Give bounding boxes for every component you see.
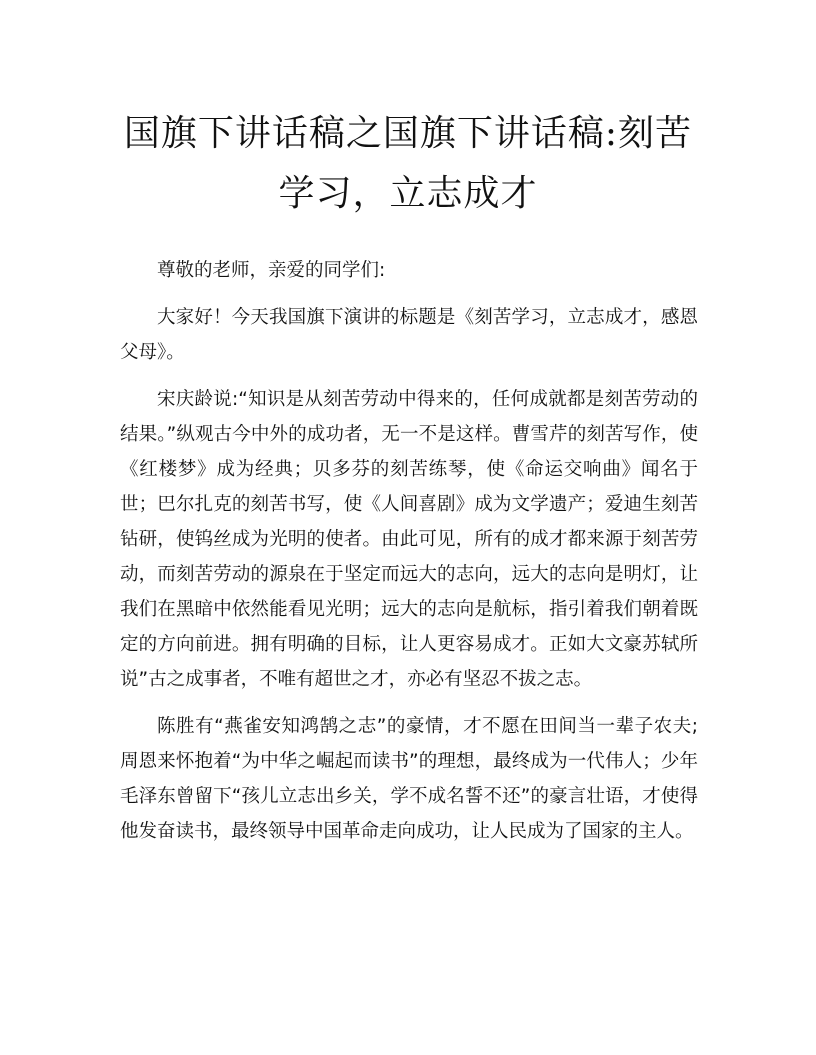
document-title: 国旗下讲话稿之国旗下讲话稿:刻苦学习，立志成才 [123, 113, 693, 214]
paragraph-examples: 陈胜有“燕雀安知鸿鹄之志”的豪情，才不愿在田间当一辈子农夫;周恩来怀抱着“为中华之崛起而读书”的理想，最终成为一代伟人；少年毛泽东曾留下“孩儿立志出乡关，学不成名誓不还”的豪言壮语，才使得他发奋读书，最终领导中国革命走向成功，让人民成为了国家的主人。 [120, 716, 698, 842]
paragraph-quote: 宋庆龄说:“知识是从刻苦劳动中得来的，任何成就都是刻苦劳动的结果。”纵观古今中外的成功者，无一不是这样。曹雪芹的刻苦写作，使《红楼梦》成为经典；贝多芬的刻苦练琴，使《命运交响曲》闻名于世；巴尔扎克的刻苦书写，使《人间喜剧》成为文学遗产；爱迪生刻苦钻研，使钨丝成为光明的使者。由此可见，所有的成才都来源于刻苦劳动，而刻苦劳动的源泉在于坚定而远大的志向，远大的志向是明灯，让我们在黑暗中依然能看见光明；远大的志向是航标，指引着我们朝着既定的方向前进。拥有明确的目标，让人更容易成才。正如大文豪苏轼所说”古之成事者，不唯有超世之才，亦必有坚忍不拔之志。 [120, 389, 698, 690]
paragraph-intro: 大家好！今天我国旗下演讲的标题是《刻苦学习，立志成才，感恩父母》。 [120, 307, 698, 363]
paragraph-greeting: 尊敬的老师，亲爱的同学们: [157, 260, 386, 281]
document-body [120, 253, 698, 861]
